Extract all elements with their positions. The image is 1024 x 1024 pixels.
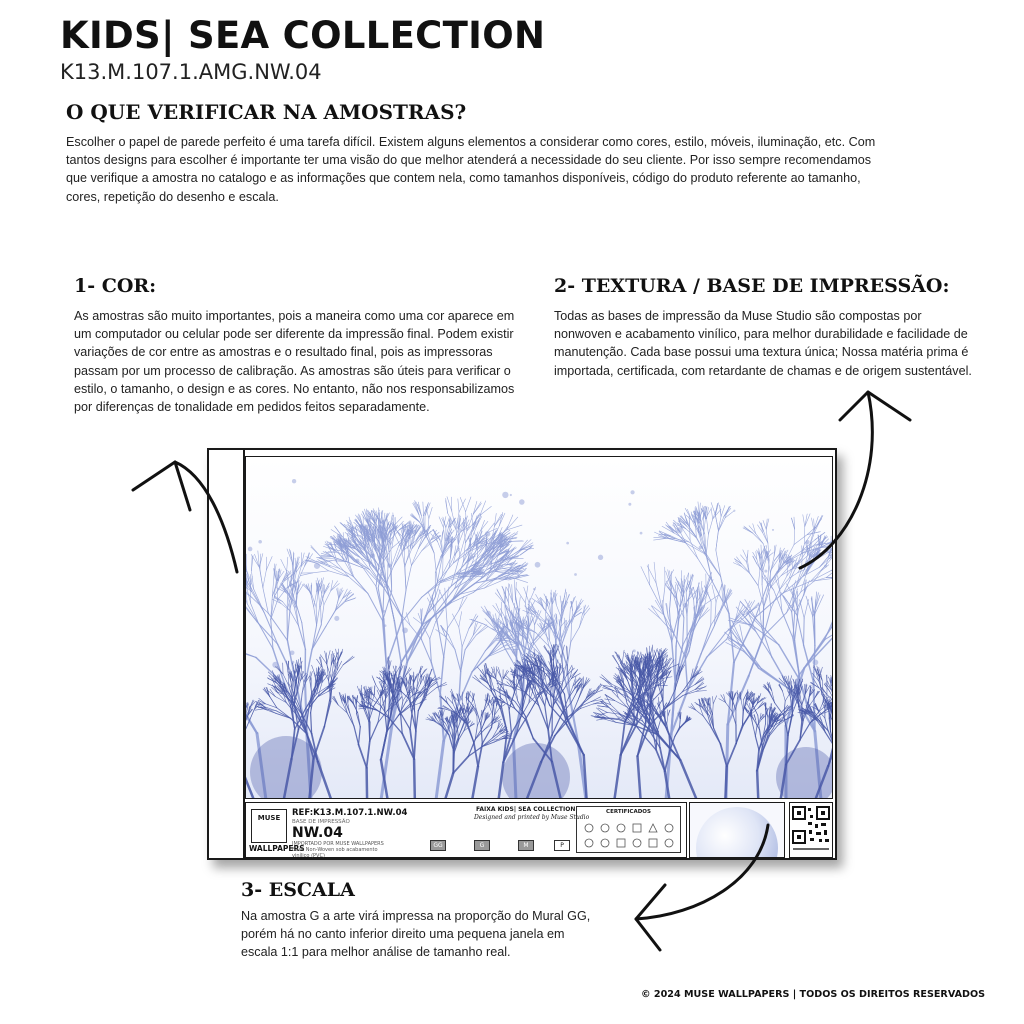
arrow-escala [636,825,768,919]
label-base-caption: BASE DE IMPRESSÃO [292,819,350,825]
certificates-title: CERTIFICADOS [606,809,651,815]
size-g-badge: G [474,840,490,851]
intro-heading: O QUE VERIFICAR NA AMOSTRAS? [66,100,467,124]
muse-logo: MUSE [251,809,287,843]
arrow-cor-head [133,462,190,510]
cor-heading: 1- COR: [74,275,157,297]
label-collection: FAIXA KIDS| SEA COLLECTION [476,806,576,813]
textura-heading: 2- TEXTURA / BASE DE IMPRESSÃO: [554,275,950,297]
arrow-cor [175,462,237,572]
label-ref: REF:K13.M.107.1.NW.04 [292,808,408,818]
label-base-code: NW.04 [292,825,343,841]
escala-text: Na amostra G a arte virá impressa na proporção do Mural GG, porém há no canto inferior direito uma pequena janela em escala 1:1 para melhor análise de tamanho real. [241,909,591,960]
cor-text: As amostras são muito importantes, pois a maneira como uma cor aparece em um computador ou celular pode ser diferente da impressão final. Podem existir variações de cor entre as amostras e o resultado final, pois as impressoras passam por um processo de calibração. As amostras são úteis para verificar o estilo, o tamanho, o design e as cores. No entanto, não nos responsabilizamos por diferenças de tonalidade em pedidos feitos separadamente. [74,309,515,415]
size-m-badge: M [518,840,534,851]
arrow-textura [800,392,872,568]
footer-copyright: © 2024 MUSE WALLPAPERS | TODOS OS DIREITOS RESERVADOS [641,989,986,1000]
textura-text: Todas as bases de impressão da Muse Studio são compostas por nonwoven e acabamento vinílico, para melhor durabilidade e facilidade de manutenção. Cada base possui uma textura única; Nossa matéria prima é importada, certificada, com retardante de chamas e de origem sustentável. [554,309,972,378]
intro-text: Escolher o papel de parede perfeito é uma tarefa difícil. Existem alguns elementos a considerar como cores, estilo, móveis, iluminação, etc. Com tantos designs para escolher é importante ter uma visão do que melhor atenderá a necessidade do seu cliente. Por isso sempre recomendamos que verifique a amostra no catalogo e as informações que contem nela, como tamanhos disponíveis, código do produto referente ao tamanho, cores, repetição do desenho e escala. [66,135,876,204]
label-brand: WALLPAPERS [249,844,305,853]
page-title: KIDS| SEA COLLECTION [60,14,546,57]
label-base-desc-text: Base Non-Woven sob acabamento vinílico (PVC) [292,847,378,859]
label-import-note: IMPORTADO POR MUSE WALLPAPERS [292,841,384,847]
label-design-credit: Designed and printed by Muse Studio [474,814,590,821]
arrow-textura-head [840,392,910,420]
product-code: K13.M.107.1.AMG.NW.04 [60,60,322,84]
escala-heading: 3- ESCALA [241,879,355,901]
size-p-badge: P [554,840,570,851]
size-gg-badge: GG [430,840,446,851]
